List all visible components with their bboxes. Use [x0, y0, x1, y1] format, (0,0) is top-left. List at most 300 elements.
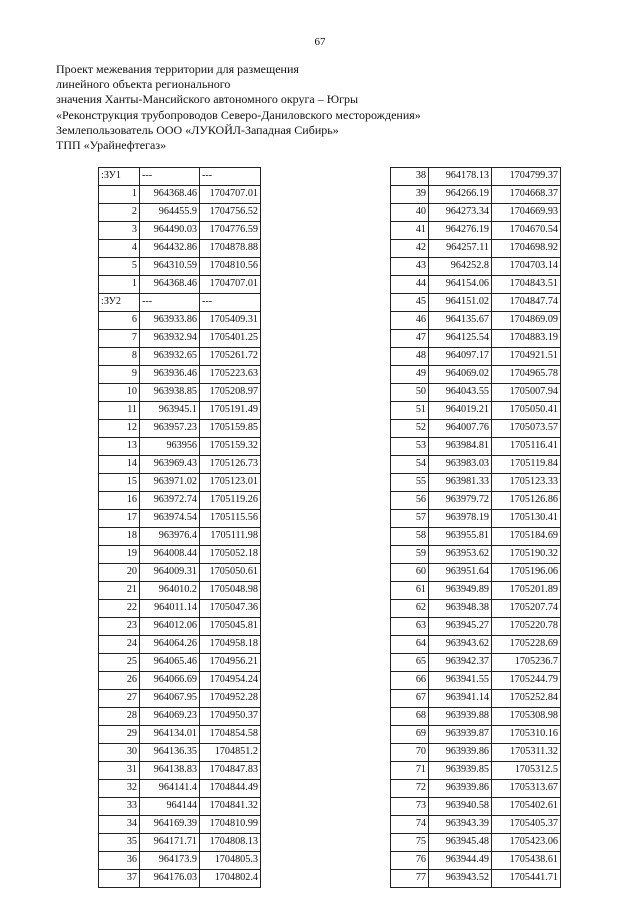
x-coordinate-cell: 963979.72	[429, 492, 492, 510]
point-number-cell: 52	[391, 420, 429, 438]
y-coordinate-cell: 1705159.85	[200, 420, 261, 438]
x-coordinate-cell: 963957.23	[140, 420, 200, 438]
y-coordinate-cell: 1704954.24	[200, 672, 261, 690]
x-coordinate-cell: 964135.67	[429, 312, 492, 330]
point-number-cell: 37	[99, 870, 140, 888]
table-row	[391, 762, 561, 780]
x-coordinate-cell: 963955.81	[429, 528, 492, 546]
table-row	[99, 438, 261, 456]
y-coordinate-cell: 1704707.01	[200, 186, 261, 204]
x-coordinate-cell: 963974.54	[140, 510, 200, 528]
table-row	[391, 726, 561, 744]
point-number-cell: 56	[391, 492, 429, 510]
point-number-cell: 38	[391, 168, 429, 186]
table-row	[391, 654, 561, 672]
x-coordinate-cell: 963941.14	[429, 690, 492, 708]
x-coordinate-cell: 963944.49	[429, 852, 492, 870]
table-row	[391, 438, 561, 456]
table-row	[99, 492, 261, 510]
table-row	[99, 186, 261, 204]
table-row	[391, 690, 561, 708]
y-coordinate-cell: 1704958.18	[200, 636, 261, 654]
x-coordinate-cell: 964097.17	[429, 348, 492, 366]
y-coordinate-cell: 1705048.98	[200, 582, 261, 600]
point-number-cell: 36	[99, 852, 140, 870]
x-coordinate-cell: 964490.03	[140, 222, 200, 240]
x-coordinate-cell: 964069.02	[429, 366, 492, 384]
table-row	[391, 564, 561, 582]
x-coordinate-cell: 964176.03	[140, 870, 200, 888]
x-coordinate-cell: 963938.85	[140, 384, 200, 402]
table-row	[391, 276, 561, 294]
x-coordinate-cell: 964171.71	[140, 834, 200, 852]
point-number-cell: 15	[99, 474, 140, 492]
x-coordinate-cell: 964125.54	[429, 330, 492, 348]
x-coordinate-cell: 963943.62	[429, 636, 492, 654]
point-number-cell: 30	[99, 744, 140, 762]
y-coordinate-cell: 1705223.63	[200, 366, 261, 384]
point-number-cell: 40	[391, 204, 429, 222]
point-number-cell: 53	[391, 438, 429, 456]
y-coordinate-cell: ---	[200, 168, 261, 186]
point-number-cell: 11	[99, 402, 140, 420]
y-coordinate-cell: 1704669.93	[492, 204, 561, 222]
point-number-cell: 77	[391, 870, 429, 888]
y-coordinate-cell: 1704883.19	[492, 330, 561, 348]
table-row	[99, 546, 261, 564]
x-coordinate-cell: 964266.19	[429, 186, 492, 204]
table-row	[391, 258, 561, 276]
y-coordinate-cell: 1705401.25	[200, 330, 261, 348]
y-coordinate-cell: 1705311.32	[492, 744, 561, 762]
table-row	[99, 744, 261, 762]
x-coordinate-cell: 964138.83	[140, 762, 200, 780]
point-number-cell: 72	[391, 780, 429, 798]
y-coordinate-cell: 1704965.78	[492, 366, 561, 384]
point-number-cell: 14	[99, 456, 140, 474]
table-row	[391, 636, 561, 654]
y-coordinate-cell: 1705438.61	[492, 852, 561, 870]
heading-line: линейного объекта регионального	[56, 77, 231, 92]
x-coordinate-cell: 963933.86	[140, 312, 200, 330]
table-row	[391, 204, 561, 222]
coordinates-table-right	[390, 167, 561, 888]
x-coordinate-cell: 963972.74	[140, 492, 200, 510]
table-row	[99, 708, 261, 726]
y-coordinate-cell: 1705184.69	[492, 528, 561, 546]
table-row	[391, 510, 561, 528]
y-coordinate-cell: 1704756.52	[200, 204, 261, 222]
point-number-cell: 12	[99, 420, 140, 438]
point-number-cell: 18	[99, 528, 140, 546]
point-number-cell: 64	[391, 636, 429, 654]
y-coordinate-cell: 1705047.36	[200, 600, 261, 618]
x-coordinate-cell: 964019.21	[429, 402, 492, 420]
x-coordinate-cell: 963953.62	[429, 546, 492, 564]
y-coordinate-cell: 1705007.94	[492, 384, 561, 402]
x-coordinate-cell: 963969.43	[140, 456, 200, 474]
page-number: 67	[314, 36, 326, 48]
y-coordinate-cell: 1705190.32	[492, 546, 561, 564]
point-number-cell: 57	[391, 510, 429, 528]
y-coordinate-cell: 1705310.16	[492, 726, 561, 744]
x-coordinate-cell: 964134.01	[140, 726, 200, 744]
table-row	[391, 474, 561, 492]
table-row	[99, 654, 261, 672]
y-coordinate-cell: 1705312.5	[492, 762, 561, 780]
x-coordinate-cell: 964012.06	[140, 618, 200, 636]
x-coordinate-cell: 964432.86	[140, 240, 200, 258]
point-number-cell: :ЗУ2	[99, 294, 140, 312]
table-row	[99, 618, 261, 636]
point-number-cell: 25	[99, 654, 140, 672]
x-coordinate-cell: 963939.88	[429, 708, 492, 726]
heading-line: «Реконструкция трубопроводов Северо-Даниловского месторождения»	[56, 107, 421, 122]
table-row	[99, 420, 261, 438]
table-row	[391, 708, 561, 726]
x-coordinate-cell: 963939.85	[429, 762, 492, 780]
point-number-cell: 19	[99, 546, 140, 564]
point-number-cell: 16	[99, 492, 140, 510]
table-row	[99, 564, 261, 582]
y-coordinate-cell: 1704847.83	[200, 762, 261, 780]
table-row	[99, 474, 261, 492]
table-row	[391, 402, 561, 420]
y-coordinate-cell: 1705405.37	[492, 816, 561, 834]
x-coordinate-cell: ---	[140, 294, 200, 312]
x-coordinate-cell: 964151.02	[429, 294, 492, 312]
x-coordinate-cell: 964043.55	[429, 384, 492, 402]
point-number-cell: 68	[391, 708, 429, 726]
y-coordinate-cell: 1704921.51	[492, 348, 561, 366]
x-coordinate-cell: 963951.64	[429, 564, 492, 582]
point-number-cell: 13	[99, 438, 140, 456]
y-coordinate-cell: 1704851.2	[200, 744, 261, 762]
table-row	[391, 186, 561, 204]
y-coordinate-cell: 1705116.41	[492, 438, 561, 456]
table-row	[391, 240, 561, 258]
table-row	[99, 762, 261, 780]
table-row	[99, 456, 261, 474]
table-row	[99, 582, 261, 600]
point-number-cell: 24	[99, 636, 140, 654]
table-row	[391, 744, 561, 762]
point-number-cell: 61	[391, 582, 429, 600]
y-coordinate-cell: 1704808.13	[200, 834, 261, 852]
point-number-cell: 39	[391, 186, 429, 204]
table-row	[99, 528, 261, 546]
y-coordinate-cell: 1705207.74	[492, 600, 561, 618]
parcel-label-row	[99, 294, 261, 312]
table-row	[99, 690, 261, 708]
x-coordinate-cell: 964064.26	[140, 636, 200, 654]
y-coordinate-cell: 1705126.86	[492, 492, 561, 510]
y-coordinate-cell: 1704776.59	[200, 222, 261, 240]
table-row	[391, 852, 561, 870]
heading-line: Землепользователь ООО «ЛУКОЙЛ-Западная Сибирь»	[56, 122, 339, 137]
y-coordinate-cell: 1705201.89	[492, 582, 561, 600]
point-number-cell: 71	[391, 762, 429, 780]
y-coordinate-cell: 1705050.41	[492, 402, 561, 420]
point-number-cell: 65	[391, 654, 429, 672]
y-coordinate-cell: 1705252.84	[492, 690, 561, 708]
y-coordinate-cell: 1704670.54	[492, 222, 561, 240]
y-coordinate-cell: 1704707.01	[200, 276, 261, 294]
point-number-cell: 50	[391, 384, 429, 402]
table-row	[391, 672, 561, 690]
point-number-cell: 69	[391, 726, 429, 744]
y-coordinate-cell: 1704802.4	[200, 870, 261, 888]
table-row	[391, 294, 561, 312]
point-number-cell: 23	[99, 618, 140, 636]
y-coordinate-cell: 1705115.56	[200, 510, 261, 528]
point-number-cell: 44	[391, 276, 429, 294]
table-row	[391, 528, 561, 546]
x-coordinate-cell: 963949.89	[429, 582, 492, 600]
table-row	[99, 384, 261, 402]
y-coordinate-cell: 1705220.78	[492, 618, 561, 636]
table-row	[391, 420, 561, 438]
x-coordinate-cell: 963983.03	[429, 456, 492, 474]
x-coordinate-cell: 964276.19	[429, 222, 492, 240]
table-row	[99, 402, 261, 420]
y-coordinate-cell: 1704952.28	[200, 690, 261, 708]
y-coordinate-cell: 1705073.57	[492, 420, 561, 438]
y-coordinate-cell: 1705441.71	[492, 870, 561, 888]
point-number-cell: 27	[99, 690, 140, 708]
x-coordinate-cell: 963956	[140, 438, 200, 456]
point-number-cell: 73	[391, 798, 429, 816]
table-row	[99, 240, 261, 258]
x-coordinate-cell: 963936.46	[140, 366, 200, 384]
point-number-cell: 8	[99, 348, 140, 366]
x-coordinate-cell: 963945.27	[429, 618, 492, 636]
y-coordinate-cell: 1704878.88	[200, 240, 261, 258]
table-row	[99, 276, 261, 294]
point-number-cell: 66	[391, 672, 429, 690]
point-number-cell: 3	[99, 222, 140, 240]
point-number-cell: 1	[99, 186, 140, 204]
x-coordinate-cell: 963943.39	[429, 816, 492, 834]
coordinates-table-left	[98, 167, 261, 888]
y-coordinate-cell: 1704950.37	[200, 708, 261, 726]
table-row	[99, 330, 261, 348]
parcel-label-row	[99, 168, 261, 186]
point-number-cell: 46	[391, 312, 429, 330]
point-number-cell: 6	[99, 312, 140, 330]
y-coordinate-cell: 1704668.37	[492, 186, 561, 204]
point-number-cell: 67	[391, 690, 429, 708]
x-coordinate-cell: 964141.4	[140, 780, 200, 798]
x-coordinate-cell: 963945.48	[429, 834, 492, 852]
y-coordinate-cell: 1704841.32	[200, 798, 261, 816]
x-coordinate-cell: 964009.31	[140, 564, 200, 582]
x-coordinate-cell: 964173.9	[140, 852, 200, 870]
point-number-cell: 33	[99, 798, 140, 816]
point-number-cell: 60	[391, 564, 429, 582]
x-coordinate-cell: 964169.39	[140, 816, 200, 834]
y-coordinate-cell: 1705126.73	[200, 456, 261, 474]
x-coordinate-cell: 964010.2	[140, 582, 200, 600]
x-coordinate-cell: 963948.38	[429, 600, 492, 618]
table-row	[99, 258, 261, 276]
point-number-cell: 42	[391, 240, 429, 258]
x-coordinate-cell: 963939.87	[429, 726, 492, 744]
y-coordinate-cell: 1705119.26	[200, 492, 261, 510]
point-number-cell: 28	[99, 708, 140, 726]
table-row	[99, 510, 261, 528]
table-row	[391, 222, 561, 240]
table-row	[391, 582, 561, 600]
y-coordinate-cell: 1704810.56	[200, 258, 261, 276]
y-coordinate-cell: 1705159.32	[200, 438, 261, 456]
table-row	[99, 312, 261, 330]
table-row	[99, 222, 261, 240]
table-row	[391, 168, 561, 186]
x-coordinate-cell: 963942.37	[429, 654, 492, 672]
x-coordinate-cell: 963981.33	[429, 474, 492, 492]
y-coordinate-cell: 1704956.21	[200, 654, 261, 672]
x-coordinate-cell: 964007.76	[429, 420, 492, 438]
table-row	[391, 870, 561, 888]
y-coordinate-cell: 1705196.06	[492, 564, 561, 582]
x-coordinate-cell: 963945.1	[140, 402, 200, 420]
y-coordinate-cell: 1705244.79	[492, 672, 561, 690]
heading-line: Проект межевания территории для размещения	[56, 62, 299, 76]
x-coordinate-cell: 963939.86	[429, 744, 492, 762]
y-coordinate-cell: 1705228.69	[492, 636, 561, 654]
x-coordinate-cell: 964252.8	[429, 258, 492, 276]
table-row	[99, 366, 261, 384]
y-coordinate-cell: 1705308.98	[492, 708, 561, 726]
x-coordinate-cell: 963940.58	[429, 798, 492, 816]
x-coordinate-cell: 963941.55	[429, 672, 492, 690]
y-coordinate-cell: 1705191.49	[200, 402, 261, 420]
point-number-cell: 4	[99, 240, 140, 258]
point-number-cell: 45	[391, 294, 429, 312]
point-number-cell: 43	[391, 258, 429, 276]
point-number-cell: 58	[391, 528, 429, 546]
table-row	[99, 672, 261, 690]
y-coordinate-cell: 1705402.61	[492, 798, 561, 816]
table-row	[391, 546, 561, 564]
x-coordinate-cell: 964273.34	[429, 204, 492, 222]
x-coordinate-cell: 964144	[140, 798, 200, 816]
point-number-cell: 22	[99, 600, 140, 618]
y-coordinate-cell: 1705409.31	[200, 312, 261, 330]
y-coordinate-cell: 1705236.7	[492, 654, 561, 672]
point-number-cell: 59	[391, 546, 429, 564]
x-coordinate-cell: 964310.59	[140, 258, 200, 276]
point-number-cell: :ЗУ1	[99, 168, 140, 186]
table-row	[391, 456, 561, 474]
point-number-cell: 10	[99, 384, 140, 402]
y-coordinate-cell: 1704810.99	[200, 816, 261, 834]
x-coordinate-cell: 963971.02	[140, 474, 200, 492]
point-number-cell: 9	[99, 366, 140, 384]
point-number-cell: 17	[99, 510, 140, 528]
x-coordinate-cell: ---	[140, 168, 200, 186]
point-number-cell: 49	[391, 366, 429, 384]
table-row	[391, 834, 561, 852]
y-coordinate-cell: 1705119.84	[492, 456, 561, 474]
point-number-cell: 75	[391, 834, 429, 852]
point-number-cell: 29	[99, 726, 140, 744]
point-number-cell: 54	[391, 456, 429, 474]
x-coordinate-cell: 963943.52	[429, 870, 492, 888]
table-row	[391, 780, 561, 798]
heading-line: ТПП «Урайнефтегаз»	[56, 138, 167, 153]
x-coordinate-cell: 964069.23	[140, 708, 200, 726]
table-row	[391, 816, 561, 834]
table-row	[391, 618, 561, 636]
heading-line: значения Ханты-Мансийского автономного округа – Югры	[56, 92, 359, 107]
y-coordinate-cell: 1705261.72	[200, 348, 261, 366]
point-number-cell: 63	[391, 618, 429, 636]
x-coordinate-cell: 963932.65	[140, 348, 200, 366]
y-coordinate-cell: 1704698.92	[492, 240, 561, 258]
y-coordinate-cell: 1705313.67	[492, 780, 561, 798]
point-number-cell: 51	[391, 402, 429, 420]
point-number-cell: 32	[99, 780, 140, 798]
x-coordinate-cell: 964065.46	[140, 654, 200, 672]
y-coordinate-cell: 1705045.81	[200, 618, 261, 636]
point-number-cell: 41	[391, 222, 429, 240]
x-coordinate-cell: 964178.13	[429, 168, 492, 186]
table-row	[391, 366, 561, 384]
y-coordinate-cell: 1705130.41	[492, 510, 561, 528]
x-coordinate-cell: 963976.4	[140, 528, 200, 546]
table-row	[391, 798, 561, 816]
y-coordinate-cell: 1705111.98	[200, 528, 261, 546]
x-coordinate-cell: 963978.19	[429, 510, 492, 528]
point-number-cell: 74	[391, 816, 429, 834]
point-number-cell: 55	[391, 474, 429, 492]
table-row	[391, 312, 561, 330]
point-number-cell: 1	[99, 276, 140, 294]
table-row	[99, 834, 261, 852]
table-row	[391, 600, 561, 618]
table-row	[391, 330, 561, 348]
x-coordinate-cell: 964067.95	[140, 690, 200, 708]
y-coordinate-cell: 1704703.14	[492, 258, 561, 276]
x-coordinate-cell: 964257.11	[429, 240, 492, 258]
point-number-cell: 70	[391, 744, 429, 762]
x-coordinate-cell: 964154.06	[429, 276, 492, 294]
document-heading	[56, 62, 496, 153]
table-row	[99, 204, 261, 222]
y-coordinate-cell: 1704843.51	[492, 276, 561, 294]
table-row	[99, 798, 261, 816]
point-number-cell: 5	[99, 258, 140, 276]
point-number-cell: 21	[99, 582, 140, 600]
table-row	[99, 816, 261, 834]
table-row	[391, 348, 561, 366]
y-coordinate-cell: 1704799.37	[492, 168, 561, 186]
table-row	[391, 492, 561, 510]
y-coordinate-cell: ---	[200, 294, 261, 312]
point-number-cell: 31	[99, 762, 140, 780]
y-coordinate-cell: 1704844.49	[200, 780, 261, 798]
x-coordinate-cell: 964368.46	[140, 276, 200, 294]
x-coordinate-cell: 964008.44	[140, 546, 200, 564]
point-number-cell: 26	[99, 672, 140, 690]
point-number-cell: 76	[391, 852, 429, 870]
y-coordinate-cell: 1705423.06	[492, 834, 561, 852]
y-coordinate-cell: 1704869.09	[492, 312, 561, 330]
x-coordinate-cell: 964368.46	[140, 186, 200, 204]
x-coordinate-cell: 963932.94	[140, 330, 200, 348]
